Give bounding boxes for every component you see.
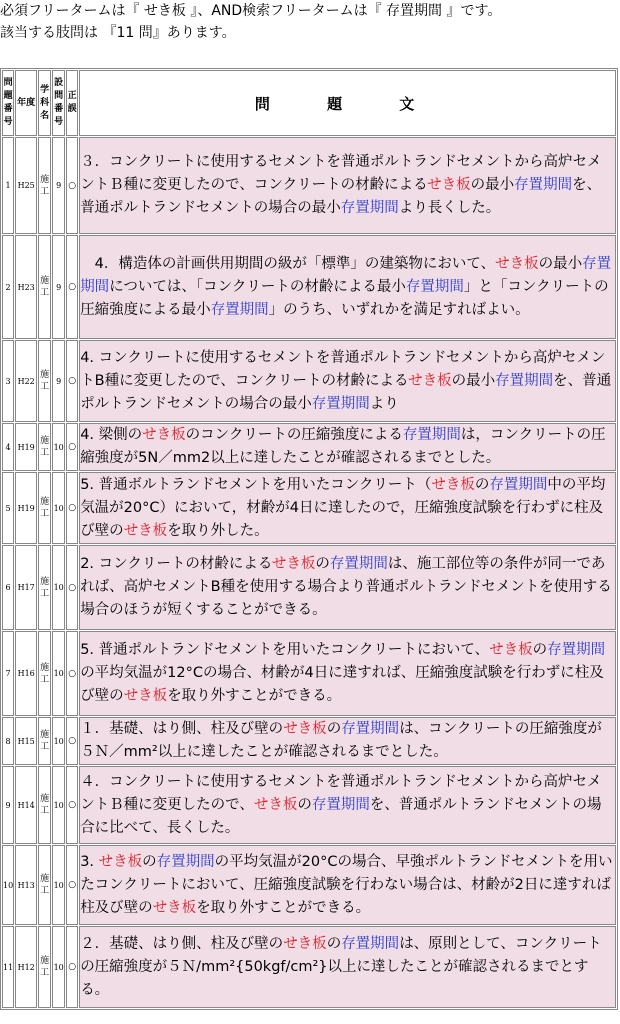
question-text-segment: を、普通ポルトランドセメントの場合に比べて、長くした。 <box>80 796 602 836</box>
header-item-number: 設問番号 <box>52 70 65 136</box>
item-number-cell: 10 <box>52 926 65 1008</box>
question-text-segment: を取り外すことができる。 <box>167 688 342 704</box>
question-number-cell: 2 <box>2 235 14 339</box>
year-cell: H17 <box>15 545 37 630</box>
required-term-highlight: せき板 <box>142 427 186 443</box>
and-term-highlight: 存置期間 <box>402 427 461 443</box>
year-cell: H15 <box>15 717 37 765</box>
question-text-segment: の <box>532 642 548 658</box>
question-text-segment: 」と「コンクリートの圧縮強度による最小 <box>80 278 609 318</box>
correctness-cell: ○ <box>66 472 78 544</box>
correctness-cell: ○ <box>66 926 78 1008</box>
subject-cell: 施工 <box>38 340 51 422</box>
question-text-segment: 3. <box>80 853 99 870</box>
correctness-cell: ○ <box>66 340 78 422</box>
question-text-segment: 」のうち、いずれかを満足すればよい。 <box>268 301 530 318</box>
question-text-segment: は，コンクリートの圧縮強度が5N／mm2以上に達したことが確認されるまでとした。 <box>80 427 606 466</box>
item-number-cell: 10 <box>52 472 65 544</box>
subject-cell: 施工 <box>38 137 51 234</box>
question-text-segment: ３．コンクリートに使用するセメントを普通ポルトランドセメントから高炉セメントＢ種に変更したので、コンクリートの材齢による <box>80 154 602 193</box>
table-row <box>2 766 616 844</box>
and-term-highlight: 存置期間 <box>514 177 573 193</box>
result-count-text: 該当する肢問は 『11 問』あります。 <box>0 25 236 41</box>
and-term-highlight: 存置期間 <box>311 796 370 813</box>
question-number-cell: 3 <box>2 340 14 422</box>
question-text-segment: 4．構造体の計画供用期間の級が「標準」の建築物において、 <box>80 255 496 272</box>
subject-cell: 施工 <box>38 926 51 1008</box>
table-row <box>2 340 616 422</box>
question-table <box>0 68 618 1010</box>
item-number-cell: 9 <box>52 137 65 234</box>
and-term-highlight: 存置期間 <box>80 255 612 295</box>
required-term-highlight: せき板 <box>271 556 316 572</box>
and-term-highlight: 存置期間 <box>329 556 388 572</box>
correctness-cell: ○ <box>66 137 78 234</box>
required-term-highlight: せき板 <box>408 372 452 389</box>
question-number-cell: 4 <box>2 423 14 471</box>
question-text-cell <box>79 340 616 422</box>
question-number-cell: 11 <box>2 926 14 1008</box>
item-number-cell: 10 <box>52 545 65 630</box>
question-text-cell <box>79 766 616 844</box>
question-text-segment: の最小 <box>451 372 496 389</box>
question-text-segment: を、普通ポルトランドセメントの場合の最小 <box>80 372 612 412</box>
correctness-cell: ○ <box>66 845 78 925</box>
question-text-segment: については、「コンクリートの材齢による最小 <box>109 278 406 295</box>
question-text-segment: 中の平均気温が20°C）において，材齢が4日に達したので，圧縮強度試験を行わずに柱及び壁の <box>80 476 606 539</box>
question-number-cell: 10 <box>2 845 14 925</box>
question-text-cell <box>79 545 616 630</box>
question-text-cell <box>79 631 616 716</box>
year-cell: H19 <box>15 423 37 471</box>
question-text-segment: の最小 <box>538 255 583 272</box>
correctness-cell: ○ <box>66 766 78 844</box>
and-term-highlight: 存置期間 <box>210 301 269 318</box>
question-text-segment: 4. コンクリートに使用するセメントを普通ポルトランドセメントから高炉セメントB種に変更したので、コンクリートの材齢による <box>80 349 606 389</box>
question-text-segment: の <box>474 476 490 493</box>
question-text-segment: を取り外すことができる。 <box>196 899 371 916</box>
table-row <box>2 545 616 630</box>
table-row <box>2 926 616 1008</box>
question-text-segment: 5. 普通ボルトランドセメントを用いたコンクリート（ <box>80 476 432 493</box>
question-number-cell: 8 <box>2 717 14 765</box>
header-question-number: 問題番号 <box>2 70 14 136</box>
and-term-highlight: 存置期間 <box>489 476 548 493</box>
question-text-segment: の平均気温が12°Cの場合、材齢が4日に達すれば、圧縮強度試験を行わずに柱及び壁の <box>80 665 604 704</box>
correctness-cell: ○ <box>66 631 78 716</box>
question-text-segment: は、原則として、コンクリートの圧縮強度が５Ｎ/mm²{50kgf/cm²}以上に達したことが確認されるまでとする。 <box>80 935 602 998</box>
table-row <box>2 845 616 925</box>
question-text-segment: を取り外した。 <box>167 522 269 539</box>
question-text-segment: の平均気温が20°Cの場合、早強ポルトランドセメントを用いたコンクリートにおいて、圧縮強度試験を行わない場合は、材齢が2日に達すれば柱及び壁の <box>80 853 613 916</box>
question-text-cell <box>79 717 616 765</box>
question-text-segment: の <box>326 721 342 737</box>
year-cell: H19 <box>15 472 37 544</box>
question-text-segment: の <box>297 796 312 813</box>
subject-cell: 施工 <box>38 235 51 339</box>
and-term-highlight: 存置期間 <box>405 278 464 295</box>
table-row <box>2 423 616 471</box>
question-text-segment: のコンクリートの圧縮強度による <box>185 427 403 443</box>
and-term-highlight: 存置期間 <box>341 721 400 737</box>
question-text-segment: ２．基礎、はり側、柱及び壁の <box>80 935 284 952</box>
question-text-cell <box>79 926 616 1008</box>
year-cell: H14 <box>15 766 37 844</box>
and-term-highlight: 存置期間 <box>495 372 554 389</box>
subject-cell: 施工 <box>38 717 51 765</box>
required-term-highlight: せき板 <box>123 688 168 704</box>
year-cell: H22 <box>15 340 37 422</box>
item-number-cell: 9 <box>52 340 65 422</box>
question-text-segment: の <box>315 556 330 572</box>
table-row <box>2 137 616 234</box>
question-text-segment: 4. 梁側の <box>80 427 143 443</box>
subject-cell: 施工 <box>38 631 51 716</box>
correctness-cell: ○ <box>66 545 78 630</box>
question-number-cell: 9 <box>2 766 14 844</box>
required-term-highlight: せき板 <box>427 177 471 193</box>
year-cell: H25 <box>15 137 37 234</box>
table-header-row <box>2 70 616 136</box>
and-term-highlight: 存置期間 <box>311 395 370 412</box>
question-text-segment: １．基礎、はり側、柱及び壁の <box>80 721 284 737</box>
subject-cell: 施工 <box>38 845 51 925</box>
question-text-segment: の <box>142 853 157 870</box>
item-number-cell: 10 <box>52 423 65 471</box>
item-number-cell: 10 <box>52 717 65 765</box>
question-text-segment: は、施工部位等の条件が同一であれば、高炉セメントB種を使用する場合より普通ポルトランドセメントを使用する場合のほうが短くすることができる。 <box>80 556 612 618</box>
required-term-highlight: せき板 <box>152 899 197 916</box>
question-number-cell: 5 <box>2 472 14 544</box>
question-text-segment: より <box>369 395 399 412</box>
subject-cell: 施工 <box>38 423 51 471</box>
search-terms-text: 必須フリータームは『 せき板 』、AND検索フリータームは『 存置期間 』です。 <box>0 3 502 19</box>
item-number-cell: 10 <box>52 766 65 844</box>
year-cell: H16 <box>15 631 37 716</box>
item-number-cell: 10 <box>52 845 65 925</box>
correctness-cell: ○ <box>66 423 78 471</box>
question-text-segment: を、普通ポルトランドセメントの場合の最小 <box>80 177 602 216</box>
table-row <box>2 717 616 765</box>
table-row <box>2 235 616 339</box>
item-number-cell: 10 <box>52 631 65 716</box>
year-cell: H13 <box>15 845 37 925</box>
question-text-cell <box>79 845 616 925</box>
header-question-text: 問 題 文 <box>79 70 616 136</box>
subject-cell: 施工 <box>38 766 51 844</box>
year-cell: H12 <box>15 926 37 1008</box>
question-text-segment: 5. 普通ポルトランドセメントを用いたコンクリートにおいて、 <box>80 642 490 658</box>
year-cell: H23 <box>15 235 37 339</box>
and-term-highlight: 存置期間 <box>341 935 400 952</box>
and-term-highlight: 存置期間 <box>547 642 606 658</box>
required-term-highlight: せき板 <box>431 476 475 493</box>
question-text-segment: ４．コンクリートに使用するセメントを普通ポルトランドセメントから高炉セメントＢ種に変更したので、 <box>80 773 602 813</box>
question-text-cell <box>79 137 616 234</box>
question-number-cell: 7 <box>2 631 14 716</box>
question-number-cell: 6 <box>2 545 14 630</box>
required-term-highlight: せき板 <box>283 721 327 737</box>
header-year: 年度 <box>15 70 37 136</box>
question-text-segment: は、コンクリートの圧縮強度が５Ｎ／mm²以上に達したことが確認されるまでとした。 <box>80 721 602 760</box>
item-number-cell: 9 <box>52 235 65 339</box>
correctness-cell: ○ <box>66 717 78 765</box>
header-correctness: 正誤 <box>66 70 78 136</box>
search-summary <box>0 0 620 44</box>
and-term-highlight: 存置期間 <box>156 853 215 870</box>
correctness-cell: ○ <box>66 235 78 339</box>
subject-cell: 施工 <box>38 472 51 544</box>
required-term-highlight: せき板 <box>123 522 168 539</box>
required-term-highlight: せき板 <box>489 642 533 658</box>
table-row <box>2 631 616 716</box>
question-text-segment: より長くした。 <box>398 200 501 216</box>
question-text-cell <box>79 235 616 339</box>
question-text-segment: 2. コンクリートの材齢による <box>80 556 272 572</box>
and-term-highlight: 存置期間 <box>340 200 399 216</box>
table-row <box>2 472 616 544</box>
header-subject: 学科名 <box>38 70 51 136</box>
required-term-highlight: せき板 <box>98 853 143 870</box>
question-text-cell <box>79 423 616 471</box>
subject-cell: 施工 <box>38 545 51 630</box>
required-term-highlight: せき板 <box>495 255 539 272</box>
question-text-segment: の <box>326 935 342 952</box>
required-term-highlight: せき板 <box>283 935 327 952</box>
question-text-segment: の最小 <box>470 177 515 193</box>
required-term-highlight: せき板 <box>253 796 298 813</box>
question-text-cell <box>79 472 616 544</box>
question-number-cell: 1 <box>2 137 14 234</box>
